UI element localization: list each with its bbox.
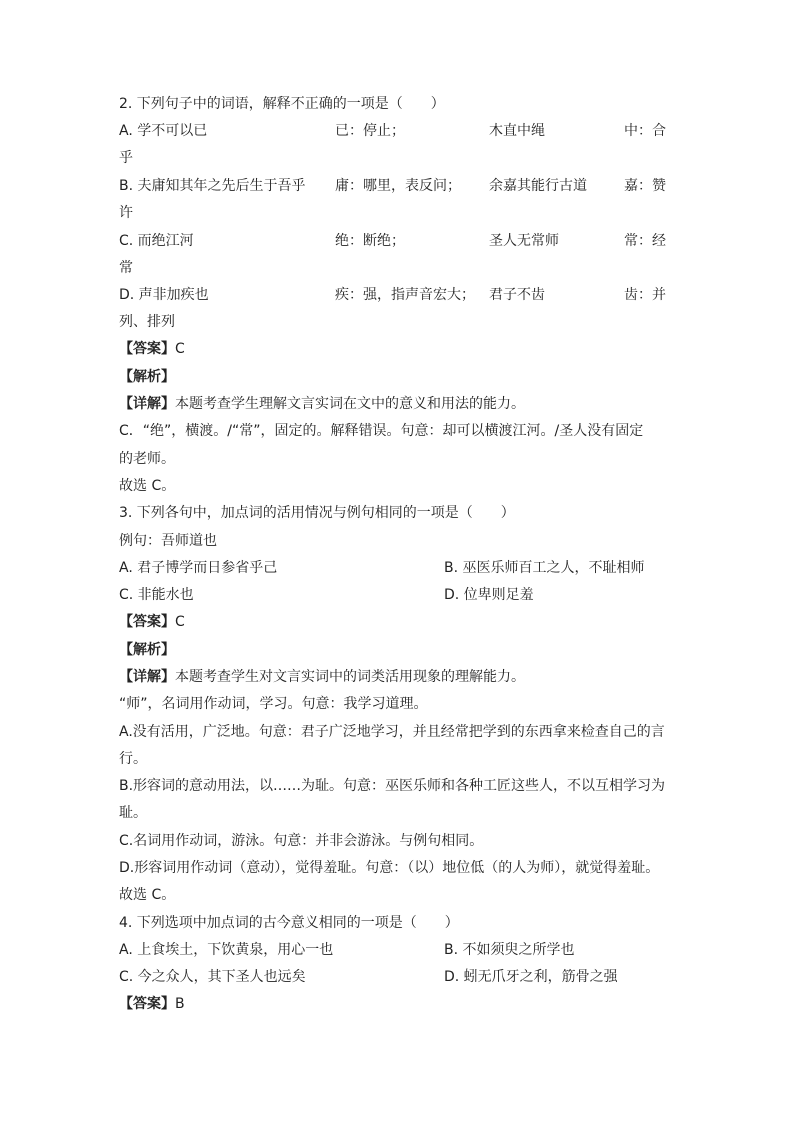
q4-answer-label: 【答案】 [119,996,175,1012]
q3-detail-label: 【详解】 [119,669,175,685]
q2-answer-value: C [175,341,185,357]
q2-option-b-wrap: 许 [119,205,133,221]
q3-explain-line: “师”，名词用作动词，学习。句意：我学习道理。 [119,696,428,712]
q4-option-row-2 [119,967,679,987]
q2-option-c-sentence-2: 圣人无常师 [489,233,559,249]
q2-option-c-gloss-2: 常：经 [624,233,666,249]
q2-option-d-gloss-1: 疾：强，指声音宏大； [335,287,475,303]
q2-option-b [119,176,679,196]
q4-option-row-1 [119,940,679,960]
q2-option-b-gloss-2: 嘉：赞 [624,178,666,194]
q3-answer-value: C [175,614,185,630]
q3-stem: 3. 下列各句中，加点词的活用情况与例句相同的一项是（ ） [119,505,515,521]
q4-answer-value: B [175,996,185,1012]
q2-option-d [119,285,679,305]
q3-option-b: B. 巫医乐师百工之人，不耻相师 [444,560,645,576]
q2-option-a-gloss-2: 中：合 [624,123,666,139]
q2-detail-label: 【详解】 [119,396,175,412]
q3-option-row-1 [119,558,679,578]
q3-option-a: A. 君子博学而日参省乎己 [119,560,278,576]
q2-option-c-gloss-1: 绝：断绝； [335,233,405,249]
q3-explain-line: A.没有活用，广泛地。句意：君子广泛地学习，并且经常把学到的东西拿来检查自己的言 [119,724,665,740]
q2-detail [119,394,679,414]
q4-option-b: B. 不如须臾之所学也 [444,942,575,958]
q3-detail-text: 本题考查学生对文言实词中的词类活用现象的理解能力。 [175,669,525,685]
q4-option-a: A. 上食埃土，下饮黄泉，用心一也 [119,942,334,958]
q2-option-a-gloss-1: 已：停止； [335,123,405,139]
q2-explain-line-1: C．“绝”，横渡。/“常”，固定的。解释错误。句意：却可以横渡江河。/圣人没有固定 [119,423,644,439]
q2-option-a [119,121,679,141]
q2-option-b-sentence-2: 余嘉其能行古道 [489,178,587,194]
q4-stem: 4. 下列选项中加点词的古今意义相同的一项是（ ） [119,915,459,931]
q3-explain-line: B.形容词的意动用法，以……为耻。句意：巫医乐师和各种工匠这些人，不以互相学习为 [119,778,666,794]
q3-explain-line: D.形容词用作动词（意动），觉得羞耻。句意：（以）地位低（的人为师），就觉得羞耻。 [119,860,660,876]
q2-option-d-wrap: 列、排列 [119,314,175,330]
q2-option-d-sentence-2: 君子不齿 [489,287,545,303]
q2-explain-line-2: 的老师。 [119,451,175,467]
q2-option-d-gloss-2: 齿：并 [624,287,666,303]
q2-detail-text: 本题考查学生理解文言实词在文中的意义和用法的能力。 [175,396,525,412]
q4-answer [119,994,679,1014]
q4-option-c: C. 今之众人，其下圣人也远矣 [119,969,306,985]
q2-option-b-gloss-1: 庸：哪里，表反问； [335,178,461,194]
q3-example: 例句：吾师道也 [119,533,217,549]
q2-option-c [119,231,679,251]
q3-option-row-2 [119,585,679,605]
q2-option-a-wrap: 乎 [119,150,133,166]
q3-conclusion: 故选 C。 [119,887,176,903]
q3-detail [119,667,679,687]
q3-option-c: C. 非能水也 [119,587,194,603]
q3-explain-line: 行。 [119,751,147,767]
q2-analysis-label: 【解析】 [119,369,175,385]
q3-explain-line: C.名词用作动词，游泳。句意：并非会游泳。与例句相同。 [119,833,484,849]
q2-option-a-sentence-1: A. 学不可以已 [119,123,208,139]
q2-option-c-sentence-1: C. 而绝江河 [119,233,194,249]
q3-explain-line: 耻。 [119,805,147,821]
q2-stem: 2. 下列句子中的词语，解释不正确的一项是（ ） [119,96,445,112]
q2-option-a-sentence-2: 木直中绳 [489,123,545,139]
q3-analysis-label: 【解析】 [119,642,175,658]
q2-answer-label: 【答案】 [119,341,175,357]
q2-answer [119,339,679,359]
q3-option-d: D. 位卑则足羞 [444,587,534,603]
q4-option-d: D. 蚓无爪牙之利，筋骨之强 [444,969,618,985]
q2-option-c-wrap: 常 [119,260,133,276]
q3-answer [119,612,679,632]
q2-option-d-sentence-1: D. 声非加疾也 [119,287,209,303]
q3-answer-label: 【答案】 [119,614,175,630]
q2-conclusion: 故选 C。 [119,478,176,494]
q2-option-b-sentence-1: B. 夫庸知其年之先后生于吾乎 [119,178,306,194]
